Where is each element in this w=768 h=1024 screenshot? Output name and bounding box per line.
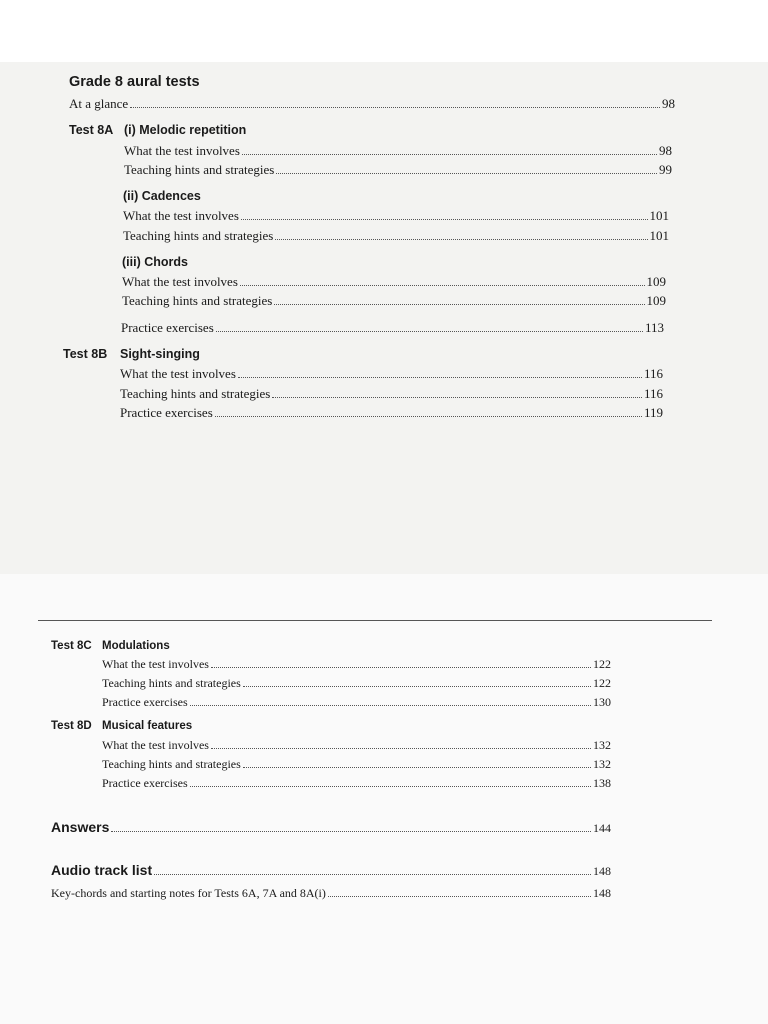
test-8a-code: Test 8A — [69, 123, 114, 137]
entry-page: 132 — [593, 757, 611, 771]
toc-entry[interactable] — [124, 162, 672, 178]
test-8c-code: Test 8C — [51, 640, 92, 652]
toc-entry[interactable] — [124, 143, 672, 159]
toc-entry-audio-track-list[interactable] — [51, 862, 611, 879]
dot-leader — [211, 748, 591, 749]
entry-page: 148 — [593, 886, 611, 900]
test-8a-part3-title: (iii) Chords — [122, 255, 188, 269]
entry-label: Key-chords and starting notes for Tests 6A, 7A and 8A(i) — [51, 886, 326, 900]
toc-entry[interactable] — [120, 366, 663, 382]
entry-label: What the test involves — [102, 657, 209, 671]
test-8b-code: Test 8B — [63, 347, 108, 361]
toc-entry-answers[interactable] — [51, 819, 611, 836]
entry-label: Practice exercises — [102, 776, 188, 790]
contents-page-top — [0, 62, 768, 574]
dot-leader — [328, 896, 591, 897]
toc-entry[interactable] — [122, 274, 666, 290]
entry-label: Teaching hints and strategies — [123, 228, 274, 243]
test-8d-title: Musical features — [102, 720, 193, 732]
entry-label: Teaching hints and strategies — [102, 676, 241, 690]
dot-leader — [240, 285, 645, 286]
dot-leader — [154, 874, 591, 875]
entry-page: 113 — [644, 320, 664, 335]
toc-entry[interactable] — [102, 738, 611, 753]
entry-page: 101 — [649, 208, 669, 223]
dot-leader — [275, 239, 647, 240]
entry-label: Answers — [51, 819, 110, 835]
entry-page: 101 — [649, 228, 669, 243]
test-8b-title: Sight-singing — [120, 347, 200, 361]
entry-label: What the test involves — [102, 738, 209, 752]
toc-entry[interactable] — [102, 776, 611, 791]
entry-page: 122 — [593, 657, 611, 671]
toc-entry-at-a-glance[interactable] — [69, 96, 675, 112]
dot-leader — [241, 219, 648, 220]
section-title: Grade 8 aural tests — [69, 74, 200, 90]
entry-label: Audio track list — [51, 862, 153, 878]
dot-leader — [276, 173, 657, 174]
entry-label: What the test involves — [123, 208, 239, 223]
entry-page: 144 — [593, 821, 611, 835]
entry-page: 138 — [593, 776, 611, 790]
toc-entry[interactable] — [120, 405, 663, 421]
test-8c-title: Modulations — [102, 640, 170, 652]
test-8a-part1-title: (i) Melodic repetition — [124, 123, 247, 137]
toc-entry[interactable] — [102, 676, 611, 691]
entry-page: 99 — [659, 162, 672, 177]
dot-leader — [215, 416, 642, 417]
entry-page: 148 — [593, 864, 611, 878]
dot-leader — [111, 831, 591, 832]
entry-label: Practice exercises — [102, 695, 188, 709]
dot-leader — [130, 107, 660, 108]
entry-label: At a glance — [69, 96, 129, 111]
entry-page: 130 — [593, 695, 611, 709]
entry-label: Practice exercises — [121, 320, 214, 335]
entry-label: Practice exercises — [120, 405, 213, 420]
toc-entry[interactable] — [102, 757, 611, 772]
dot-leader — [211, 667, 591, 668]
entry-page: 122 — [593, 676, 611, 690]
entry-page: 119 — [643, 405, 663, 420]
entry-label: Teaching hints and strategies — [124, 162, 275, 177]
dot-leader — [243, 686, 591, 687]
dot-leader — [238, 377, 642, 378]
entry-label: What the test involves — [122, 274, 238, 289]
entry-page: 98 — [659, 143, 672, 158]
toc-entry[interactable] — [123, 208, 669, 224]
entry-page: 98 — [662, 96, 675, 111]
toc-entry[interactable] — [122, 293, 666, 309]
entry-label: What the test involves — [120, 366, 236, 381]
entry-label: What the test involves — [124, 143, 240, 158]
entry-label: Teaching hints and strategies — [122, 293, 273, 308]
dot-leader — [272, 397, 642, 398]
toc-entry-practice[interactable] — [121, 320, 664, 336]
test-8a-part2-title: (ii) Cadences — [123, 189, 201, 203]
dot-leader — [216, 331, 643, 332]
horizontal-rule — [38, 620, 712, 621]
entry-label: Teaching hints and strategies — [120, 386, 271, 401]
dot-leader — [243, 767, 591, 768]
entry-page: 132 — [593, 738, 611, 752]
entry-page: 109 — [646, 293, 666, 308]
toc-entry[interactable] — [120, 386, 663, 402]
dot-leader — [190, 705, 591, 706]
toc-entry[interactable] — [123, 228, 669, 244]
dot-leader — [274, 304, 644, 305]
dot-leader — [190, 786, 591, 787]
entry-page: 109 — [646, 274, 666, 289]
entry-page: 116 — [643, 386, 663, 401]
toc-entry-key-chords[interactable] — [51, 886, 611, 901]
entry-label: Teaching hints and strategies — [102, 757, 241, 771]
dot-leader — [242, 154, 657, 155]
top-margin — [0, 0, 768, 62]
test-8d-code: Test 8D — [51, 720, 92, 732]
toc-entry[interactable] — [102, 657, 611, 672]
toc-entry[interactable] — [102, 695, 611, 710]
entry-page: 116 — [643, 366, 663, 381]
